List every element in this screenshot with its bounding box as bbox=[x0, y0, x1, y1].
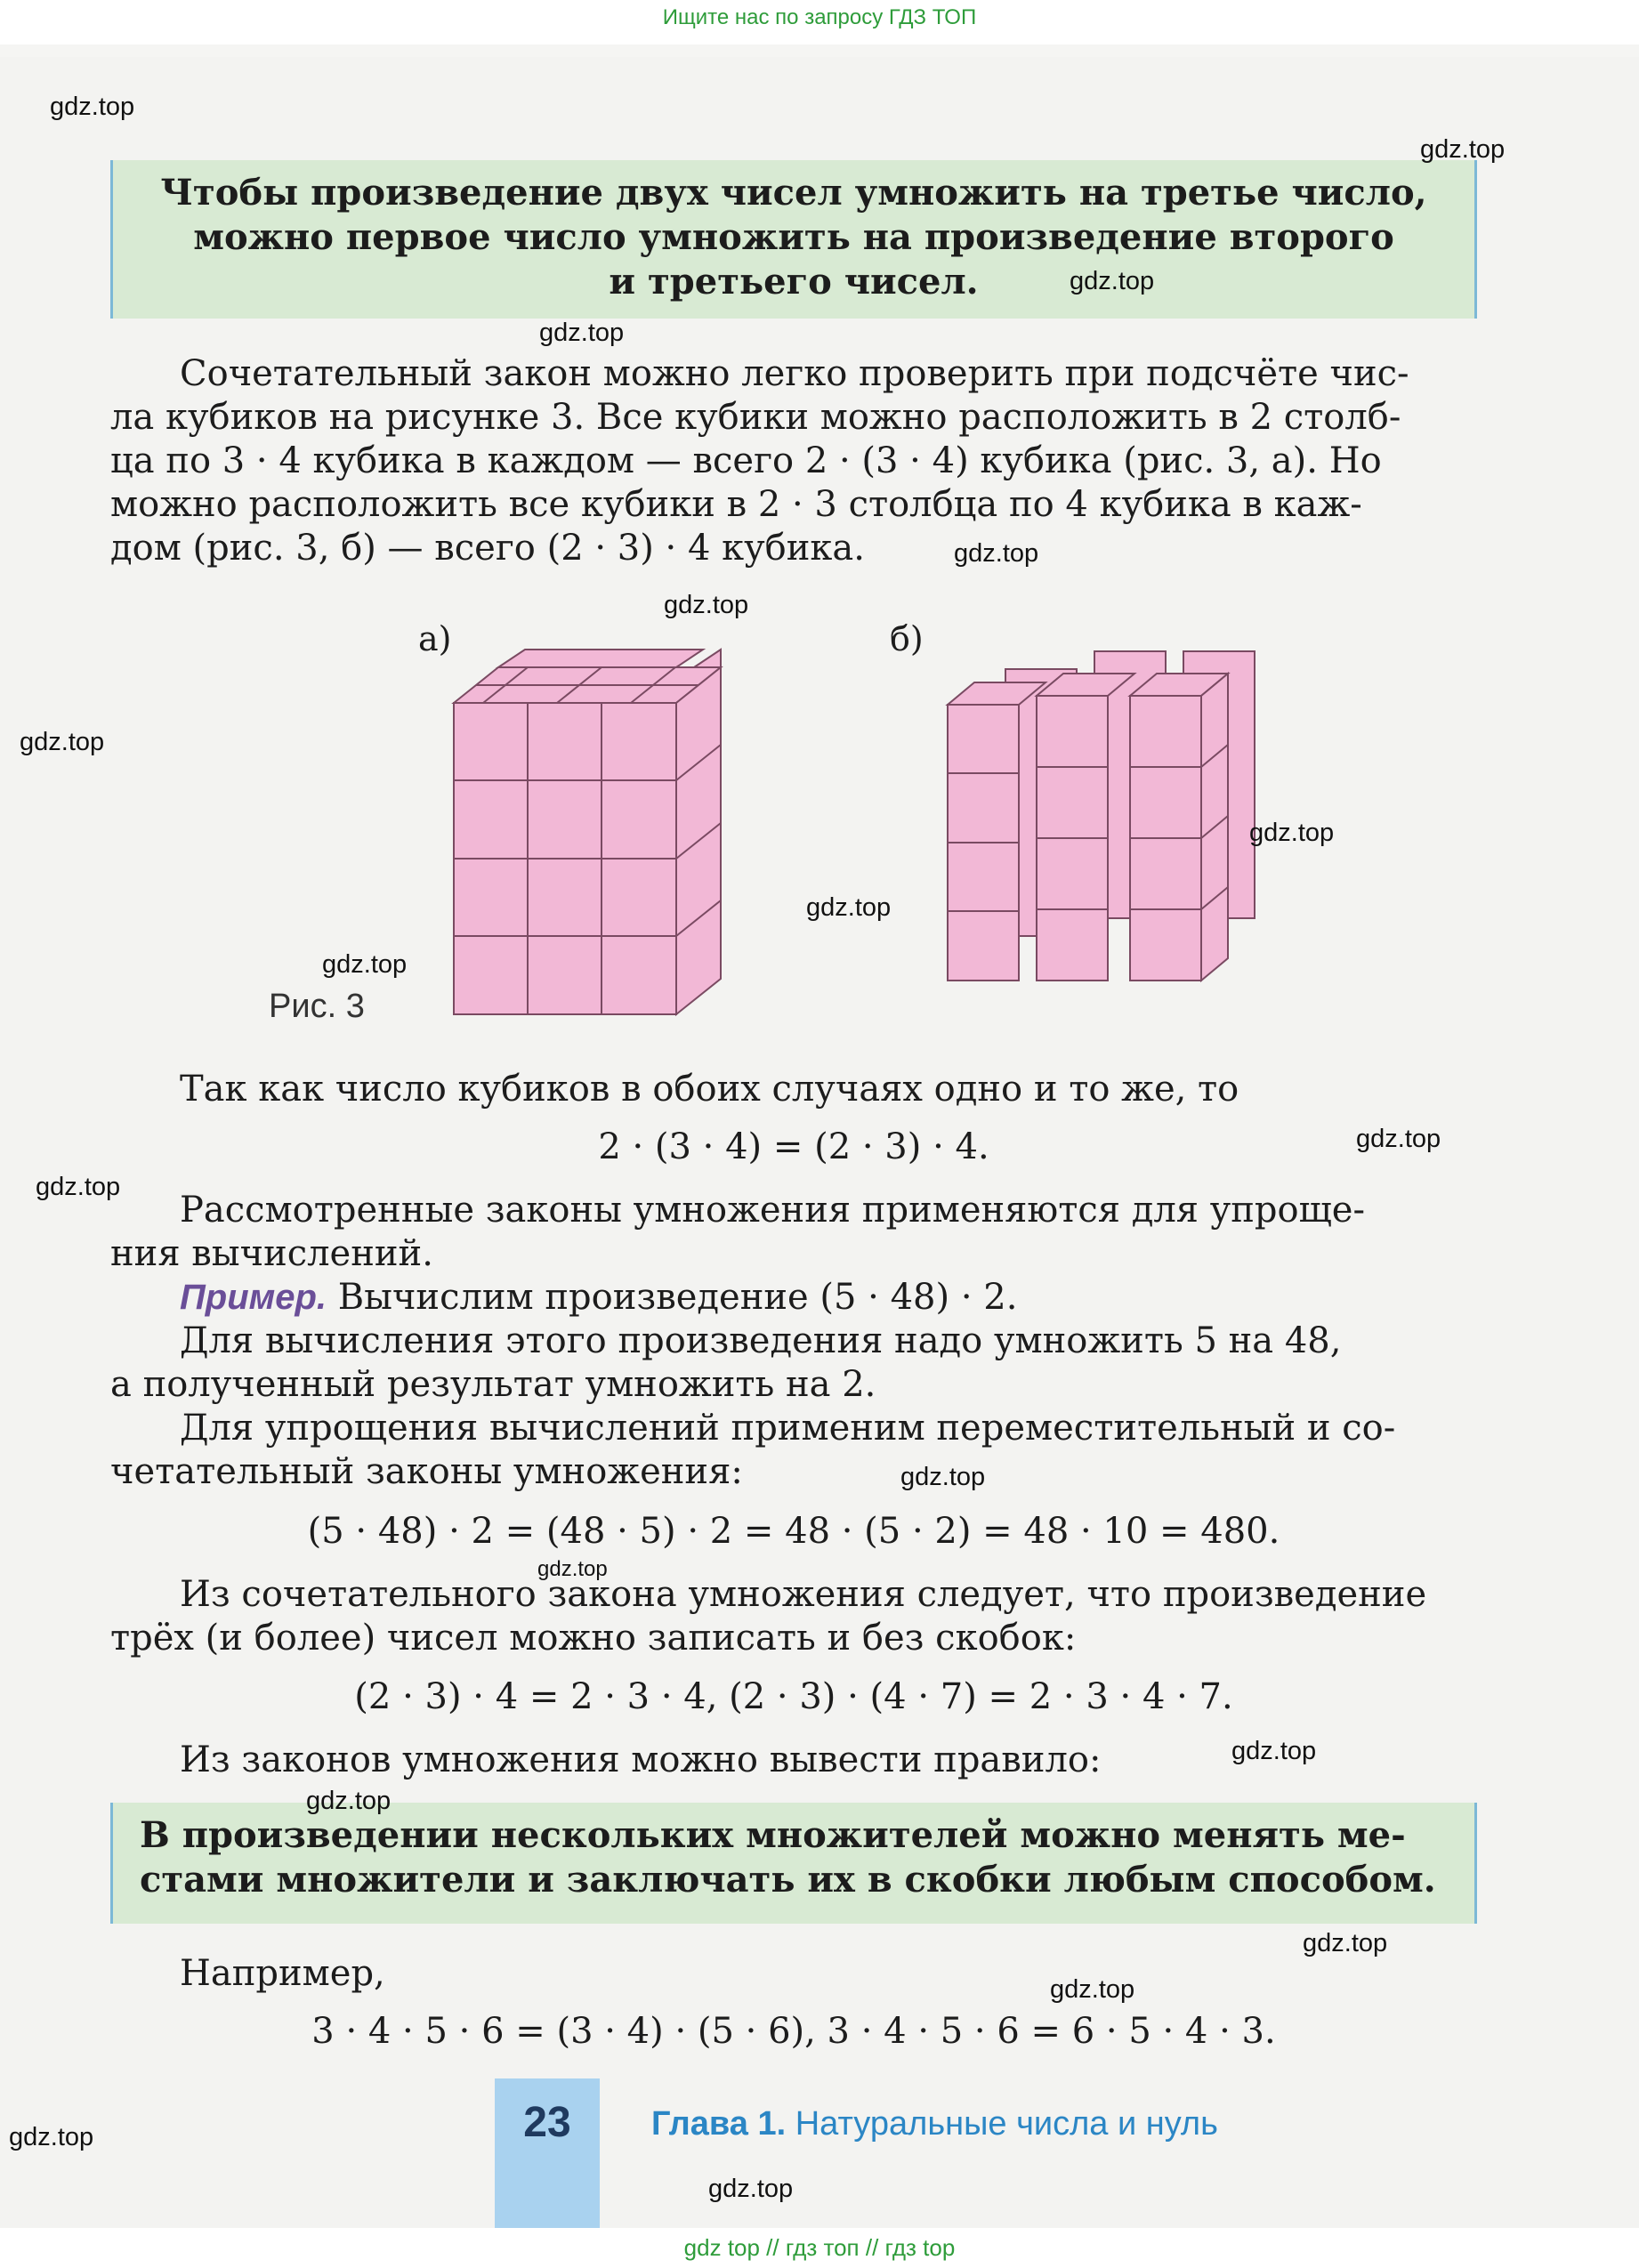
paragraph-same-count bbox=[110, 1068, 1477, 1111]
text-line: Из сочетательного закона умножения следует, что произведение bbox=[180, 1574, 1427, 1615]
rule-box-associative-law bbox=[110, 160, 1477, 319]
figure-cubes-a bbox=[445, 641, 747, 1032]
watermark: gdz.top bbox=[954, 539, 1039, 568]
text-line: Так как число кубиков в обоих случаях одно и то же, то bbox=[180, 1069, 1239, 1110]
paragraph-example-reorder bbox=[110, 1952, 1477, 1996]
watermark: gdz.top bbox=[36, 1173, 121, 1201]
text-line: Рассмотренные законы умножения применяются для упроще- bbox=[180, 1190, 1365, 1231]
watermark: gdz.top bbox=[900, 1463, 986, 1491]
chapter-name: Натуральные числа и нуль bbox=[786, 2105, 1218, 2143]
chapter-label: Глава 1. bbox=[651, 2105, 787, 2143]
text-line: ла кубиков на рисунке 3. Все кубики можно расположить в 2 столб- bbox=[110, 397, 1401, 438]
text-line: Например, bbox=[180, 1953, 385, 1994]
watermark: gdz.top bbox=[1070, 267, 1155, 295]
watermark: gdz.top bbox=[322, 950, 408, 979]
watermark: gdz.top bbox=[1050, 1975, 1135, 2004]
text-line: дом (рис. 3, б) — всего (2 · 3) · 4 кубика. bbox=[110, 528, 865, 569]
watermark: gdz.top bbox=[1420, 135, 1506, 164]
paragraph-cubes-explanation bbox=[110, 352, 1477, 570]
bottom-banner[interactable]: gdz top // гдз топ // гдз top bbox=[0, 2228, 1639, 2268]
chapter-title bbox=[651, 2105, 1218, 2143]
formula-example: (5 · 48) · 2 = (48 · 5) · 2 = 48 · (5 · 2) = 48 · 10 = 480. bbox=[307, 1511, 1280, 1552]
text-line: можно расположить все кубики в 2 · 3 столбца по 4 кубика в каж- bbox=[110, 484, 1362, 525]
formula-no-brackets: (2 · 3) · 4 = 2 · 3 · 4, (2 · 3) · (4 · 7) = 2 · 3 · 4 · 7. bbox=[354, 1676, 1233, 1717]
text-line: Сочетательный закон можно легко проверить при подсчёте чис- bbox=[180, 353, 1409, 394]
example-block bbox=[110, 1276, 1477, 1494]
text-line: Для упрощения вычислений применим переместительный и со- bbox=[180, 1408, 1396, 1449]
example-label: Пример. bbox=[180, 1278, 327, 1317]
formula-reorder: 3 · 4 · 5 · 6 = (3 · 4) · (5 · 6), 3 · 4 · 5 · 6 = 6 · 5 · 4 · 3. bbox=[311, 2011, 1276, 2052]
text-line: а полученный результат умножить на 2. bbox=[110, 1364, 876, 1405]
rule-line: Чтобы произведение двух чисел умножить на третье число, bbox=[160, 172, 1427, 214]
text-line: ца по 3 · 4 кубика в каждом — всего 2 · (3 · 4) кубика (рис. 3, а). Но bbox=[110, 440, 1382, 481]
figure-label-b: б) bbox=[890, 619, 924, 658]
text-line: трёх (и более) чисел можно записать и без скобок: bbox=[110, 1618, 1077, 1659]
watermark: gdz.top bbox=[50, 93, 135, 121]
rule-line: и третьего чисел. bbox=[609, 261, 979, 303]
formula-associative: 2 · (3 · 4) = (2 · 3) · 4. bbox=[598, 1126, 989, 1167]
paragraph-no-brackets bbox=[110, 1573, 1477, 1660]
watermark: gdz.top bbox=[537, 1557, 608, 1581]
watermark: gdz.top bbox=[1303, 1929, 1388, 1957]
watermark: gdz.top bbox=[1231, 1737, 1317, 1765]
rule-box-reorder bbox=[110, 1803, 1477, 1924]
text-line: четательный законы умножения: bbox=[110, 1451, 743, 1492]
watermark: gdz.top bbox=[539, 319, 625, 347]
page-number: 23 bbox=[495, 2078, 600, 2228]
watermark: gdz.top bbox=[1249, 819, 1335, 847]
example-heading bbox=[110, 1276, 1477, 1320]
top-banner[interactable]: Ищите нас по запросу ГДЗ ТОП bbox=[0, 0, 1639, 44]
rule-line: стами множители и заключать их в скобки любым способом. bbox=[140, 1859, 1436, 1901]
text-line: Для вычисления этого произведения надо умножить 5 на 48, bbox=[180, 1320, 1342, 1361]
watermark: gdz.top bbox=[708, 2175, 794, 2203]
paragraph-laws-simplify bbox=[110, 1189, 1477, 1276]
watermark: gdz.top bbox=[20, 728, 105, 756]
rule-line: можно первое число умножить на произведение второго bbox=[193, 216, 1394, 258]
text-line: ния вычислений. bbox=[110, 1233, 433, 1274]
watermark: gdz.top bbox=[1356, 1125, 1441, 1153]
watermark: gdz.top bbox=[306, 1787, 392, 1815]
figure-caption: Рис. 3 bbox=[269, 988, 365, 1025]
figure-label-a: а) bbox=[418, 619, 452, 658]
rule-line: В произведении нескольких множителей можно менять ме- bbox=[140, 1814, 1406, 1856]
watermark: gdz.top bbox=[806, 893, 892, 922]
figure-cubes-b bbox=[943, 634, 1299, 989]
example-text: Вычислим произведение (5 · 48) · 2. bbox=[327, 1277, 1018, 1318]
watermark: gdz.top bbox=[664, 591, 749, 619]
watermark: gdz.top bbox=[9, 2123, 94, 2151]
text-line: Из законов умножения можно вывести правило: bbox=[180, 1739, 1102, 1780]
